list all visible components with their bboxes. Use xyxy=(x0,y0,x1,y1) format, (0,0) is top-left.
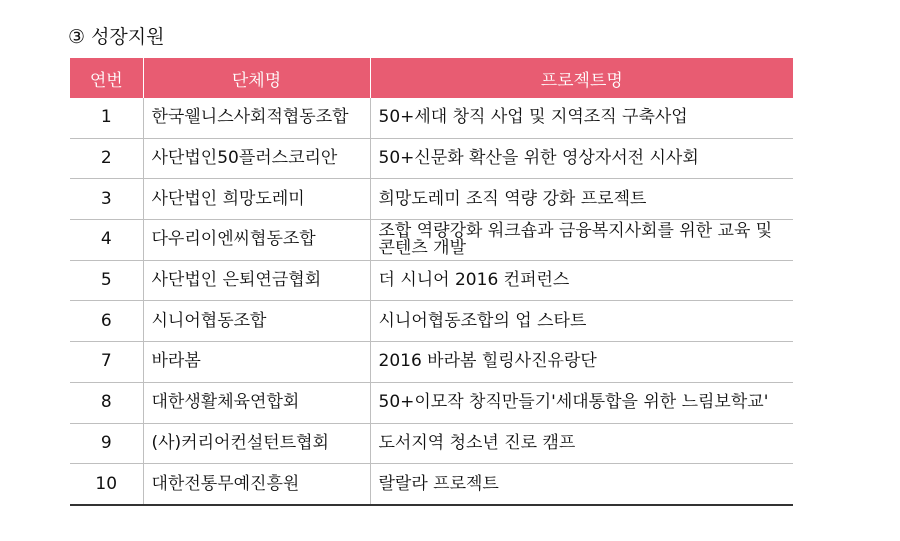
column-header-project: 프로젝트명 xyxy=(370,58,793,98)
table-row xyxy=(70,382,793,423)
cell-org: 다우리이엔씨협동조합 xyxy=(143,220,370,261)
table-row xyxy=(70,179,793,220)
table-row xyxy=(70,138,793,179)
table-row xyxy=(70,220,793,261)
cell-project: 50+신문화 확산을 위한 영상자서전 시사회 xyxy=(370,138,793,179)
cell-no: 6 xyxy=(70,301,143,342)
table-row xyxy=(70,301,793,342)
cell-org: 대한전통무예진흥원 xyxy=(143,464,370,505)
table-row xyxy=(70,342,793,383)
column-header-no: 연번 xyxy=(70,58,143,98)
cell-org: 사단법인 은퇴연금협회 xyxy=(143,260,370,301)
cell-no: 1 xyxy=(100,107,112,128)
table-row xyxy=(70,98,793,138)
table-header-row xyxy=(70,58,793,98)
cell-no: 3 xyxy=(70,179,143,220)
cell-no: 5 xyxy=(70,260,143,301)
cell-no: 10 xyxy=(70,464,143,505)
table-row xyxy=(70,464,793,505)
cell-org: 한국웰니스사회적협동조합 xyxy=(143,98,370,138)
cell-project: 도서지역 청소년 진로 캠프 xyxy=(370,423,793,464)
table-row xyxy=(70,423,793,464)
cell-org: (사)커리어컨설턴트협회 xyxy=(143,423,370,464)
cell-org: 사단법인50플러스코리안 xyxy=(143,138,370,179)
table-row xyxy=(70,260,793,301)
section-title: ③ 성장지원 xyxy=(68,26,165,48)
cell-no: 9 xyxy=(70,423,143,464)
cell-project: 2016 바라봄 힐링사진유랑단 xyxy=(370,342,793,383)
cell-org: 대한생활체육연합회 xyxy=(143,382,370,423)
cell-project: 랄랄라 프로젝트 xyxy=(370,464,793,505)
cell-project: 50+이모작 창직만들기'세대통합을 위한 느림보학교' xyxy=(370,382,793,423)
growth-support-table xyxy=(70,58,793,506)
cell-no: 8 xyxy=(70,382,143,423)
cell-project: 시니어협동조합의 업 스타트 xyxy=(370,301,793,342)
cell-project: 더 시니어 2016 컨퍼런스 xyxy=(370,260,793,301)
cell-project: 50+세대 창직 사업 및 지역조직 구축사업 xyxy=(370,98,793,138)
cell-org: 시니어협동조합 xyxy=(143,301,370,342)
cell-project: 조합 역량강화 워크숍과 금융복지사회를 위한 교육 및 콘텐츠 개발 xyxy=(370,220,793,261)
cell-project: 희망도레미 조직 역량 강화 프로젝트 xyxy=(370,179,793,220)
cell-no: 4 xyxy=(70,220,143,261)
cell-no: 7 xyxy=(70,342,143,383)
column-header-org: 단체명 xyxy=(143,58,370,98)
cell-no: 2 xyxy=(70,138,143,179)
cell-org: 사단법인 희망도레미 xyxy=(143,179,370,220)
cell-org: 바라봄 xyxy=(143,342,370,383)
